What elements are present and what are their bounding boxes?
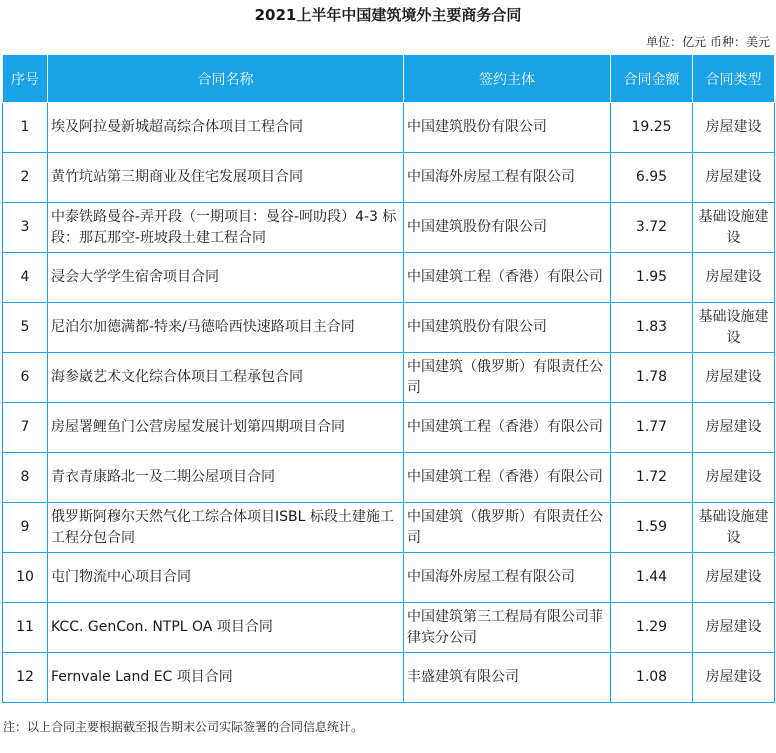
- table-row: [3, 553, 775, 603]
- cell-amount: 1.77: [611, 403, 693, 453]
- cell-signing-party: 中国建筑股份有限公司: [404, 103, 611, 153]
- page-title: 2021上半年中国建筑境外主要商务合同: [254, 6, 522, 24]
- cell-seq: 8: [3, 453, 48, 503]
- cell-contract-name: 埃及阿拉曼新城超高综合体项目工程合同: [48, 103, 404, 153]
- header-contract-name: 合同名称: [48, 55, 404, 103]
- cell-seq: 1: [3, 103, 48, 153]
- table-body: [3, 103, 775, 703]
- cell-amount: 1.78: [611, 353, 693, 403]
- cell-seq: 9: [3, 503, 48, 553]
- cell-contract-type: 房屋建设: [693, 153, 775, 203]
- table-row: [3, 503, 775, 553]
- cell-contract-name: 青衣青康路北一及二期公屋项目合同: [48, 453, 404, 503]
- table-header-row: [3, 55, 775, 103]
- table-row: [3, 353, 775, 403]
- cell-signing-party: 中国建筑（俄罗斯）有限责任公司: [404, 503, 611, 553]
- cell-seq: 10: [3, 553, 48, 603]
- cell-amount: 1.59: [611, 503, 693, 553]
- cell-contract-type: 房屋建设: [693, 553, 775, 603]
- table-row: [3, 453, 775, 503]
- cell-amount: 1.29: [611, 603, 693, 653]
- cell-signing-party: 中国海外房屋工程有限公司: [404, 153, 611, 203]
- header-contract-type: 合同类型: [693, 55, 775, 103]
- table-row: [3, 653, 775, 703]
- cell-contract-type: 房屋建设: [693, 353, 775, 403]
- cell-seq: 2: [3, 153, 48, 203]
- cell-seq: 5: [3, 303, 48, 353]
- cell-seq: 3: [3, 203, 48, 253]
- table-row: [3, 603, 775, 653]
- cell-seq: 11: [3, 603, 48, 653]
- cell-seq: 7: [3, 403, 48, 453]
- cell-contract-name: 俄罗斯阿穆尔天然气化工综合体项目ISBL 标段土建施工工程分包合同: [48, 503, 404, 553]
- cell-contract-name: 浸会大学学生宿舍项目合同: [48, 253, 404, 303]
- cell-contract-name: 房屋署鲤鱼门公营房屋发展计划第四期项目合同: [48, 403, 404, 453]
- cell-seq: 4: [3, 253, 48, 303]
- cell-signing-party: 中国建筑股份有限公司: [404, 303, 611, 353]
- cell-amount: 1.95: [611, 253, 693, 303]
- table-row: [3, 253, 775, 303]
- cell-amount: 1.44: [611, 553, 693, 603]
- cell-signing-party: 中国建筑工程（香港）有限公司: [404, 403, 611, 453]
- cell-contract-type: 基础设施建设: [693, 203, 775, 253]
- cell-contract-type: 房屋建设: [693, 603, 775, 653]
- cell-signing-party: 中国海外房屋工程有限公司: [404, 553, 611, 603]
- cell-contract-type: 房屋建设: [693, 453, 775, 503]
- contracts-table: [2, 54, 775, 703]
- cell-contract-type: 房屋建设: [693, 653, 775, 703]
- cell-contract-name: 黄竹坑站第三期商业及住宅发展项目合同: [48, 153, 404, 203]
- cell-signing-party: 中国建筑（俄罗斯）有限责任公司: [404, 353, 611, 403]
- cell-contract-name: KCC. GenCon. NTPL OA 项目合同: [48, 603, 404, 653]
- cell-contract-type: 房屋建设: [693, 103, 775, 153]
- table-row: [3, 403, 775, 453]
- cell-contract-type: 基础设施建设: [693, 303, 775, 353]
- header-amount: 合同金额: [611, 55, 693, 103]
- cell-signing-party: 中国建筑股份有限公司: [404, 203, 611, 253]
- cell-contract-name: Fernvale Land EC 项目合同: [48, 653, 404, 703]
- cell-contract-name: 尼泊尔加德满都-特来/马德哈西快速路项目主合同: [48, 303, 404, 353]
- cell-signing-party: 中国建筑工程（香港）有限公司: [404, 453, 611, 503]
- cell-signing-party: 丰盛建筑有限公司: [404, 653, 611, 703]
- cell-signing-party: 中国建筑第三工程局有限公司菲律宾分公司: [404, 603, 611, 653]
- table-row: [3, 103, 775, 153]
- cell-amount: 19.25: [611, 103, 693, 153]
- cell-signing-party: 中国建筑工程（香港）有限公司: [404, 253, 611, 303]
- cell-contract-type: 房屋建设: [693, 253, 775, 303]
- cell-amount: 1.83: [611, 303, 693, 353]
- cell-contract-type: 房屋建设: [693, 403, 775, 453]
- cell-contract-name: 屯门物流中心项目合同: [48, 553, 404, 603]
- cell-seq: 12: [3, 653, 48, 703]
- cell-contract-type: 基础设施建设: [693, 503, 775, 553]
- cell-seq: 6: [3, 353, 48, 403]
- table-row: [3, 153, 775, 203]
- cell-amount: 1.72: [611, 453, 693, 503]
- table-row: [3, 303, 775, 353]
- unit-currency-label: 单位：亿元 币种：美元: [646, 35, 770, 49]
- cell-amount: 6.95: [611, 153, 693, 203]
- table-row: [3, 203, 775, 253]
- cell-contract-name: 海参崴艺术文化综合体项目工程承包合同: [48, 353, 404, 403]
- cell-amount: 3.72: [611, 203, 693, 253]
- footnote: 注：以上合同主要根据截至报告期末公司实际签署的合同信息统计。: [3, 720, 364, 734]
- header-seq: 序号: [3, 55, 48, 103]
- cell-contract-name: 中泰铁路曼谷-弄开段（一期项目：曼谷-呵叻段）4-3 标段：那瓦那空-班坡段土建工程合同: [48, 203, 404, 253]
- header-signing-party: 签约主体: [404, 55, 611, 103]
- cell-amount: 1.08: [611, 653, 693, 703]
